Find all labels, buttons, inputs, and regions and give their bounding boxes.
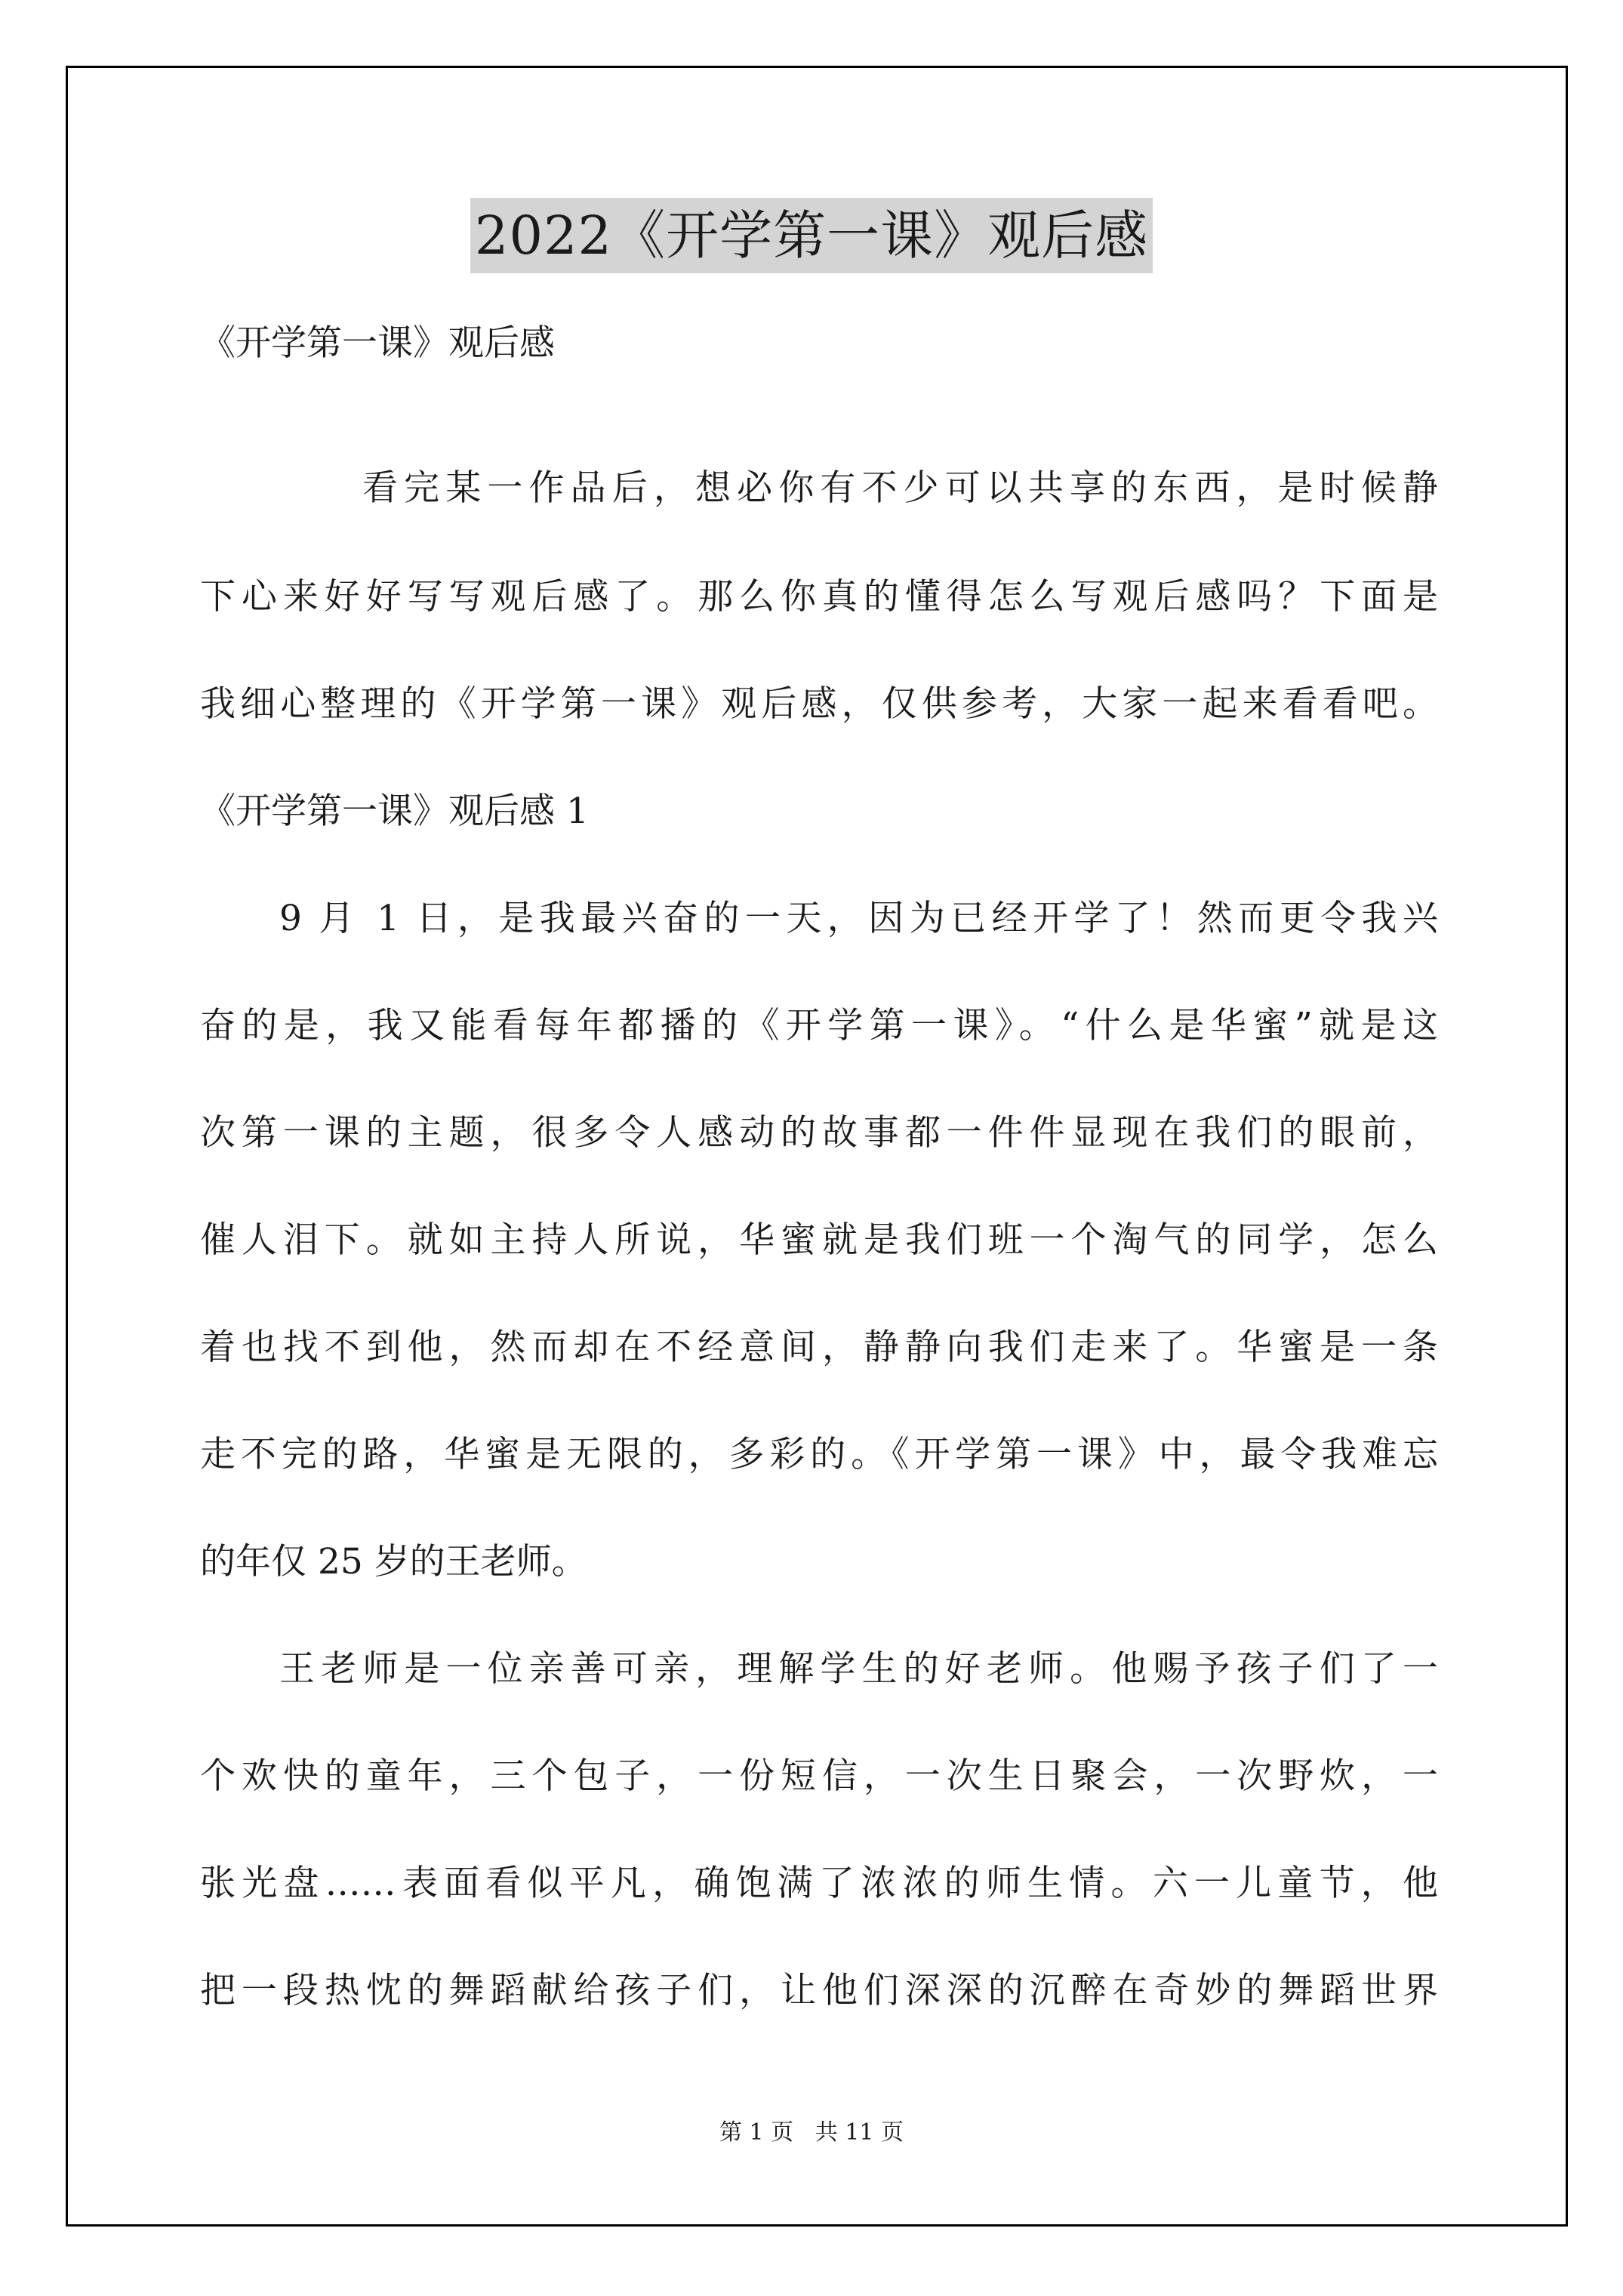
section-heading: 《开学第一课》观后感 1 [200, 791, 589, 832]
para1-line-3: 次第一课的主题，很多令人感动的故事都一件件显现在我们的眼前， [200, 1112, 1438, 1154]
para1-line-6: 走不完的路，华蜜是无限的，多彩的。《开学第一课》中，最令我难忘 [200, 1434, 1438, 1475]
para2-line-1: 王老师是一位亲善可亲，理解学生的好老师。他赐予孩子们了一 [279, 1648, 1438, 1690]
para2-line-3: 张光盘……表面看似平凡，确饱满了浓浓的师生情。六一儿童节，他 [200, 1863, 1438, 1904]
para2-line-2: 个欢快的童年，三个包子，一份短信，一次生日聚会，一次野炊，一 [200, 1755, 1438, 1797]
page-footer: 第 1 页 共 11 页 [719, 2119, 904, 2146]
title-container [0, 198, 1623, 273]
intro-line-3: 我细心整理的《开学第一课》观后感，仅供参考，大家一起来看看吧。 [200, 683, 1438, 725]
para1-line-7: 的年仅 25 岁的王老师。 [200, 1541, 587, 1583]
para2-line-4: 把一段热忱的舞蹈献给孩子们，让他们深深的沉醉在奇妙的舞蹈世界 [200, 1970, 1438, 2011]
intro-line-2: 下心来好好写写观后感了。那么你真的懂得怎么写观后感吗？下面是 [200, 576, 1438, 618]
intro-line-1: 看完某一作品后，想必你有不少可以共享的东西，是时候静 [362, 467, 1438, 509]
para1-line-5: 着也找不到他，然而却在不经意间，静静向我们走来了。华蜜是一条 [200, 1327, 1438, 1368]
para1-line-1: 9 月 1 日，是我最兴奋的一天，因为已经开学了！然而更令我兴 [279, 898, 1438, 939]
para1-line-4: 催人泪下。就如主持人所说，华蜜就是我们班一个淘气的同学，怎么 [200, 1219, 1438, 1261]
para1-line-2: 奋的是，我又能看每年都播的《开学第一课》。“什么是华蜜”就是这 [200, 1005, 1438, 1046]
subtitle: 《开学第一课》观后感 [200, 322, 555, 364]
document-title: 2022《开学第一课》观后感 [470, 198, 1153, 273]
